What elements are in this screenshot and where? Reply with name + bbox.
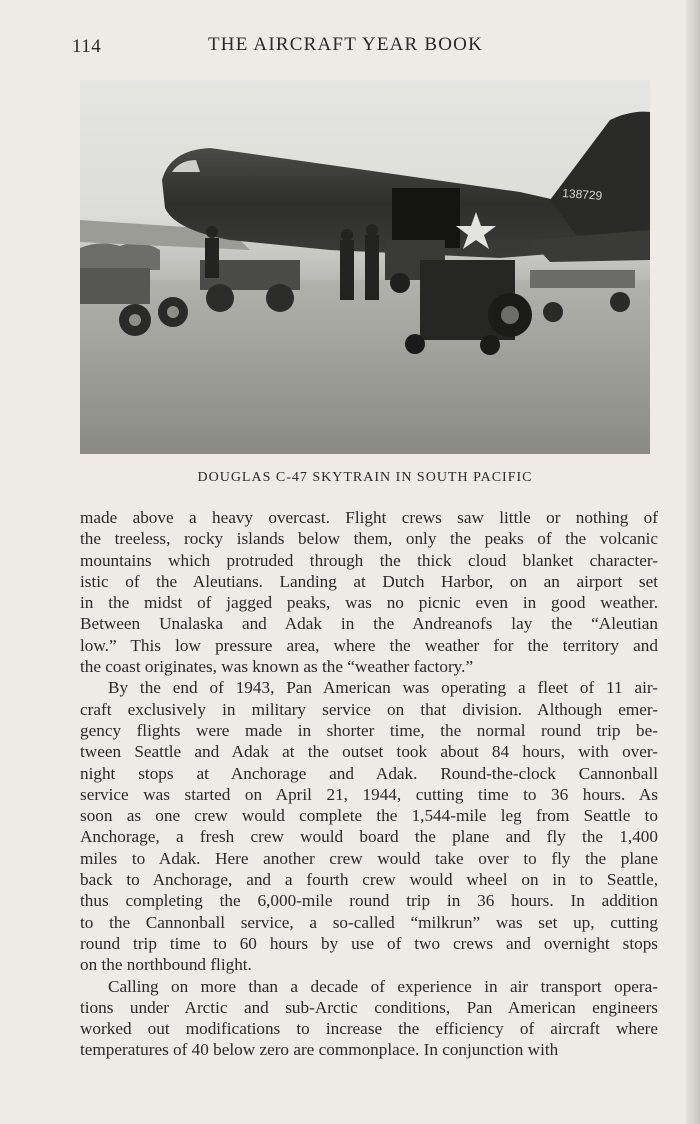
page-number: 114 [72, 36, 102, 57]
tree-line [80, 243, 160, 270]
body-line: tions under Arctic and sub-Arctic conditions, Pan American engineers [80, 997, 658, 1017]
tail-number: 138729 [561, 186, 603, 203]
body-line: mountains which protruded through the thick cloud blanket character- [80, 550, 658, 570]
body-line: made above a heavy overcast. Flight crews saw little or nothing of [80, 508, 658, 527]
body-line: back to Anchorage, and a fourth crew would wheel on in to Seattle, [80, 870, 658, 890]
body-line: the treeless, rocky islands below them, only the peaks of the volcanic [80, 529, 658, 549]
aircraft-photograph [80, 80, 650, 454]
body-line: soon as one crew would complete the 1,544-mile leg from Seattle to [80, 806, 658, 826]
body-line: night stops at Anchorage and Adak. Round-the-clock Cannonball [80, 763, 658, 783]
body-text [80, 507, 658, 1061]
body-line: Calling on more than a decade of experience in air transport opera- [108, 976, 658, 996]
body-line: round trip time to 60 hours by use of two crews and overnight stops [80, 933, 658, 953]
body-line: on the northbound flight. [80, 955, 252, 975]
body-line: to the Cannonball service, a so-called “milkrun” was set up, cutting [80, 912, 658, 932]
body-line: Anchorage, a fresh crew would board the plane and fly the 1,400 [80, 827, 658, 847]
body-line: Between Unalaska and Adak in the Andreanofs lay the “Aleutian [80, 614, 658, 634]
body-line: worked out modifications to increase the efficiency of aircraft where [80, 1019, 658, 1039]
body-line: craft exclusively in military service on that division. Although emer- [80, 699, 658, 719]
photo-illustration [80, 80, 650, 454]
page-edge [686, 0, 700, 1124]
body-line: service was started on April 21, 1944, cutting time to 36 hours. As [80, 784, 658, 804]
running-title: THE AIRCRAFT YEAR BOOK [208, 34, 484, 55]
body-line: in the midst of jagged peaks, was no picnic even in good weather. [80, 593, 658, 613]
body-line: gency flights were made in shorter time, the normal round trip be- [80, 720, 658, 740]
page-header [72, 34, 662, 62]
body-line: temperatures of 40 below zero are commonplace. In conjunction with [80, 1040, 559, 1060]
body-line: thus completing the 6,000-mile round trip in 36 hours. In addition [80, 891, 658, 911]
photo-caption: DOUGLAS C-47 SKYTRAIN IN SOUTH PACIFIC [197, 470, 533, 485]
body-line: istic of the Aleutians. Landing at Dutch Harbor, on an airport set [80, 571, 658, 591]
body-line: miles to Adak. Here another crew would take over to fly the plane [80, 848, 658, 868]
cargo-door [392, 188, 460, 248]
body-line: the coast originates, was known as the “weather factory.” [80, 657, 474, 677]
body-line: low.” This low pressure area, where the weather for the territory and [80, 635, 658, 655]
body-line: By the end of 1943, Pan American was operating a fleet of 11 air- [108, 678, 658, 698]
body-line: tween Seattle and Adak at the outset took about 84 hours, with over- [80, 742, 658, 762]
